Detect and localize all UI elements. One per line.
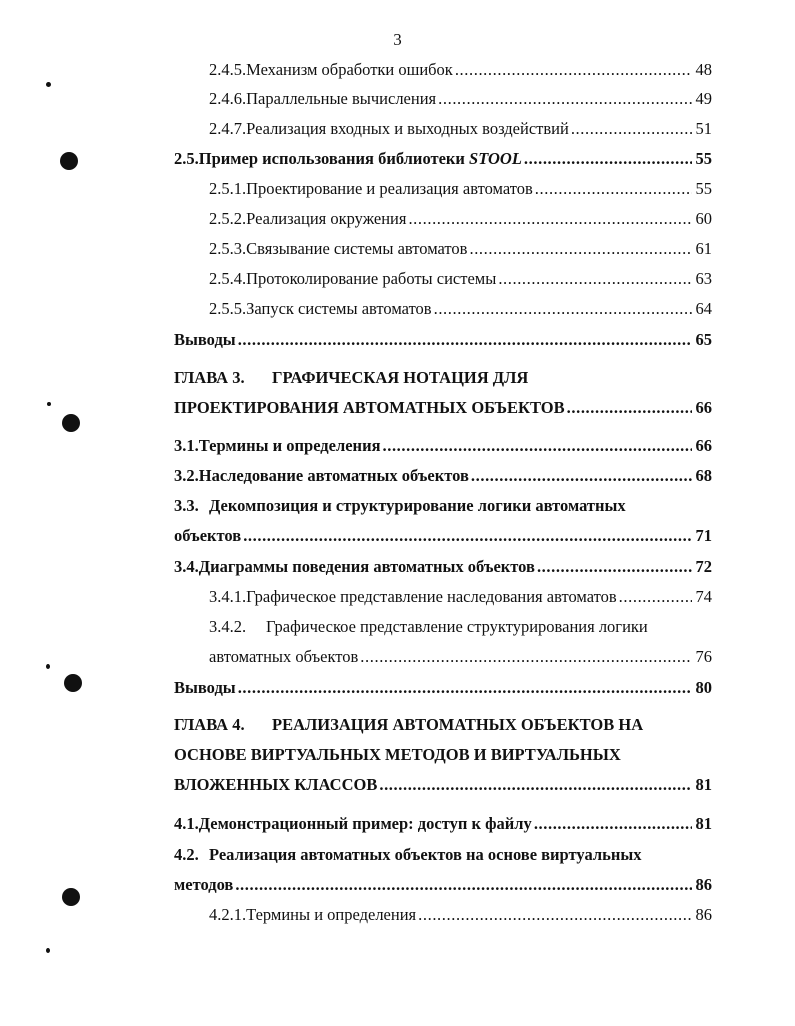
toc-page: 66	[695, 398, 712, 417]
toc-title: Запуск системы автоматов	[246, 299, 432, 318]
dot-leader	[238, 330, 692, 350]
toc-title: ГРАФИЧЕСКАЯ НОТАЦИЯ ДЛЯ	[272, 368, 529, 387]
toc-title: Реализация входных и выходных воздействий	[246, 119, 569, 138]
toc-entry-2-4-6[interactable]	[209, 89, 712, 113]
scan-speck	[46, 664, 50, 669]
toc-title	[199, 149, 522, 169]
toc-number: 2.5.2.	[209, 209, 247, 228]
toc-page: 63	[695, 269, 712, 288]
toc-number: 3.4.	[174, 557, 199, 576]
toc-number: 3.2.	[174, 466, 199, 485]
toc-entry-2-5-3[interactable]	[209, 239, 712, 263]
toc-title: Протоколирование работы системы	[246, 269, 497, 288]
toc-title-text: Пример использования библиотеки	[198, 149, 470, 168]
toc-title: РЕАЛИЗАЦИЯ АВТОМАТНЫХ ОБЪЕКТОВ НА	[272, 715, 644, 734]
toc-page: 68	[695, 466, 712, 485]
toc-number: 3.4.1.	[209, 587, 247, 606]
toc-entry-4-2-1[interactable]	[209, 905, 712, 929]
scan-speck	[46, 82, 51, 87]
dot-leader	[471, 466, 692, 486]
toc-title: автоматных объектов	[209, 647, 359, 666]
toc-title: Термины и определения	[246, 905, 417, 924]
toc-number: 4.1.	[174, 814, 199, 833]
toc-title: Декомпозиция и структурирование логики автоматных	[209, 496, 626, 515]
toc-title: Графическое представление структурирования логики	[266, 617, 648, 636]
toc-number: 2.4.6.	[209, 89, 247, 108]
toc-title: Графическое представление наследования автоматов	[246, 587, 617, 606]
toc-entry-2-4-7[interactable]	[209, 119, 712, 143]
toc-title: Демонстрационный пример: доступ к файлу	[198, 814, 532, 833]
dot-leader	[418, 905, 692, 925]
punch-hole-mark	[62, 414, 80, 432]
toc-page: 48	[695, 60, 712, 79]
toc-number: 3.4.2.	[209, 617, 247, 636]
toc-number: ГЛАВА 4.	[174, 715, 245, 734]
toc-page: 86	[695, 905, 712, 924]
toc-number: 2.5.1.	[209, 179, 247, 198]
toc-title: Диаграммы поведения автоматных объектов	[198, 557, 535, 576]
dot-leader	[619, 587, 692, 607]
toc-number: 4.2.	[174, 845, 199, 864]
dot-leader	[469, 239, 692, 259]
dot-leader	[238, 678, 692, 698]
toc-page: 65	[695, 330, 712, 349]
page-number: 3	[393, 30, 402, 49]
toc-title: Реализация окружения	[246, 209, 407, 228]
toc-entry-4-1[interactable]	[174, 814, 712, 838]
toc-number: 4.2.1.	[209, 905, 247, 924]
dot-leader	[379, 775, 692, 795]
toc-entry-3-3-line2[interactable]	[174, 526, 712, 550]
toc-chapter-3-line1[interactable]	[174, 368, 712, 392]
toc-entry-2-5-4[interactable]	[209, 269, 712, 293]
dot-leader	[408, 209, 692, 229]
toc-title: Выводы	[174, 678, 236, 697]
toc-page: 60	[695, 209, 712, 228]
dot-leader	[360, 647, 692, 667]
toc-entry-3-2[interactable]	[174, 466, 712, 490]
scan-speck	[46, 948, 50, 953]
dot-leader	[438, 89, 692, 109]
toc-entry-4-2-line2[interactable]	[174, 875, 712, 899]
dot-leader	[534, 814, 692, 834]
toc-page: 74	[695, 587, 712, 606]
toc-page: 51	[695, 119, 712, 138]
toc-page: 81	[695, 775, 712, 794]
toc-page: 86	[695, 875, 712, 894]
punch-hole-mark	[62, 888, 80, 906]
dot-leader	[235, 875, 692, 895]
dot-leader	[571, 119, 692, 139]
toc-entry-2-5[interactable]	[174, 149, 712, 173]
punch-hole-mark	[64, 674, 82, 692]
toc-chapter-4-line1[interactable]	[174, 715, 712, 739]
dot-leader	[524, 149, 692, 169]
toc-entry-3-4-2-line2[interactable]	[209, 647, 712, 671]
punch-hole-mark	[60, 152, 78, 170]
toc-entry-vyvody-3[interactable]	[174, 678, 712, 702]
toc-entry-2-5-2[interactable]	[209, 209, 712, 233]
toc-page: 55	[695, 179, 712, 198]
dot-leader	[434, 299, 692, 319]
toc-title: Параллельные вычисления	[246, 89, 437, 108]
toc-number: 2.5.5.	[209, 299, 247, 318]
toc-title: Выводы	[174, 330, 236, 349]
dot-leader	[498, 269, 692, 289]
toc-page: 55	[695, 149, 712, 168]
toc-entry-4-2-line1[interactable]	[174, 845, 712, 869]
toc-chapter-4-line2[interactable]	[174, 745, 712, 769]
toc-title: Наследование автоматных объектов	[198, 466, 469, 485]
dot-leader	[383, 436, 693, 456]
dot-leader	[537, 557, 692, 577]
toc-page: 49	[695, 89, 712, 108]
toc-entry-3-3-line1[interactable]	[174, 496, 712, 520]
toc-title-emphasis: STOOL	[469, 149, 522, 168]
toc-entry-3-4-1[interactable]	[209, 587, 712, 611]
dot-leader	[243, 526, 692, 546]
toc-title: Реализация автоматных объектов на основе виртуальных	[209, 845, 642, 864]
toc-title: ПРОЕКТИРОВАНИЯ АВТОМАТНЫХ ОБЪЕКТОВ	[174, 398, 565, 417]
dot-leader	[535, 179, 692, 199]
toc-entry-vyvody-2[interactable]	[174, 330, 712, 354]
toc-page: 71	[695, 526, 712, 545]
dot-leader	[567, 398, 692, 418]
toc-number: 2.5.4.	[209, 269, 247, 288]
toc-entry-3-1[interactable]	[174, 436, 712, 460]
toc-chapter-3-line2[interactable]	[174, 398, 712, 422]
toc-title: Термины и определения	[198, 436, 381, 455]
toc-entry-3-4[interactable]	[174, 557, 712, 581]
toc-number: 2.5.	[174, 149, 199, 168]
toc-title: ВЛОЖЕННЫХ КЛАССОВ	[174, 775, 378, 794]
toc-title: Связывание системы автоматов	[246, 239, 468, 258]
toc-number: 3.3.	[174, 496, 199, 515]
toc-page: 76	[695, 647, 712, 666]
toc-page: 64	[695, 299, 712, 318]
toc-number: 2.5.3.	[209, 239, 247, 258]
toc-chapter-4-line3[interactable]	[174, 775, 712, 799]
toc-title: Проектирование и реализация автоматов	[246, 179, 533, 198]
toc-entry-2-5-1[interactable]	[209, 179, 712, 203]
toc-entry-2-4-5[interactable]	[209, 60, 712, 84]
toc-entry-2-5-5[interactable]	[209, 299, 712, 323]
toc-number: 3.1.	[174, 436, 199, 455]
toc-number: 2.4.5.	[209, 60, 247, 79]
toc-number: 2.4.7.	[209, 119, 247, 138]
toc-title: объектов	[174, 526, 242, 545]
dot-leader	[455, 60, 692, 80]
toc-page: 72	[695, 557, 712, 576]
scan-speck	[47, 402, 51, 406]
toc-title: ОСНОВЕ ВИРТУАЛЬНЫХ МЕТОДОВ И ВИРТУАЛЬНЫХ	[174, 745, 621, 764]
toc-title: Механизм обработки ошибок	[246, 60, 453, 79]
toc-number: ГЛАВА 3.	[174, 368, 245, 387]
toc-entry-3-4-2-line1[interactable]	[209, 617, 712, 641]
toc-page: 81	[695, 814, 712, 833]
toc-title: методов	[174, 875, 234, 894]
toc-page: 61	[695, 239, 712, 258]
toc-page: 80	[695, 678, 712, 697]
toc-page: 66	[695, 436, 712, 455]
